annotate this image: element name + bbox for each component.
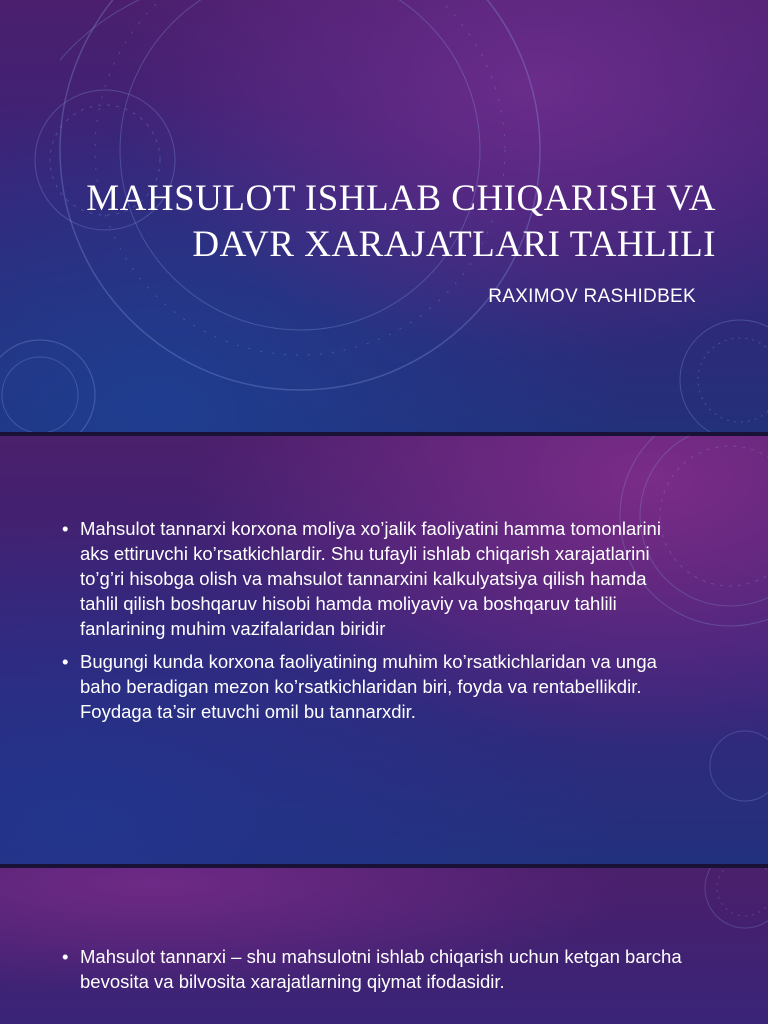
content-slide-1 <box>0 436 768 864</box>
bullet-icon: • <box>62 946 69 967</box>
list-item <box>62 516 662 641</box>
bullet-icon: • <box>62 518 69 539</box>
bullet-text: Bugungi kunda korxona faoliyatining muhim ko’rsatkichlaridan va unga baho beradigan mezon ko’rsatkichlaridan biri, foyda va rentabellikdir. Foydaga ta’sir etuvchi omil bu tannarxdir. <box>80 651 657 722</box>
list-item <box>62 944 682 994</box>
title-slide <box>0 0 768 432</box>
content-slide-2 <box>0 868 768 1024</box>
bullet-text: Mahsulot tannarxi – shu mahsulotni ishlab chiqarish uchun ketgan barcha bevosita va bilvosita xarajatlarning qiymat ifodasidir. <box>80 946 682 992</box>
bullet-text: Mahsulot tannarxi korxona moliya xo’jalik faoliyatini hamma tomonlarini aks ettiruvchi ko’rsatkichlardir. Shu tufayli ishlab chiqarish xarajatlarini to’g’ri hisobga olish va mahsulot tannarxini kalkulyatsiya qilish hamda tahlil qilish boshqaruv hisobi hamda moliyaviy va boshqaruv tahlili fanlarining muhim vazifalaridan biridir <box>80 518 661 639</box>
slide-subtitle: RAXIMOV RASHIDBEK <box>488 286 696 307</box>
list-item <box>62 649 662 724</box>
bullet-list <box>62 944 682 1002</box>
bullet-list <box>62 516 662 732</box>
slide-title: MAHSULOT ISHLAB CHIQARISH VA DAVR XARAJATLARI TAHLILI <box>86 178 716 265</box>
bullet-icon: • <box>62 651 69 672</box>
